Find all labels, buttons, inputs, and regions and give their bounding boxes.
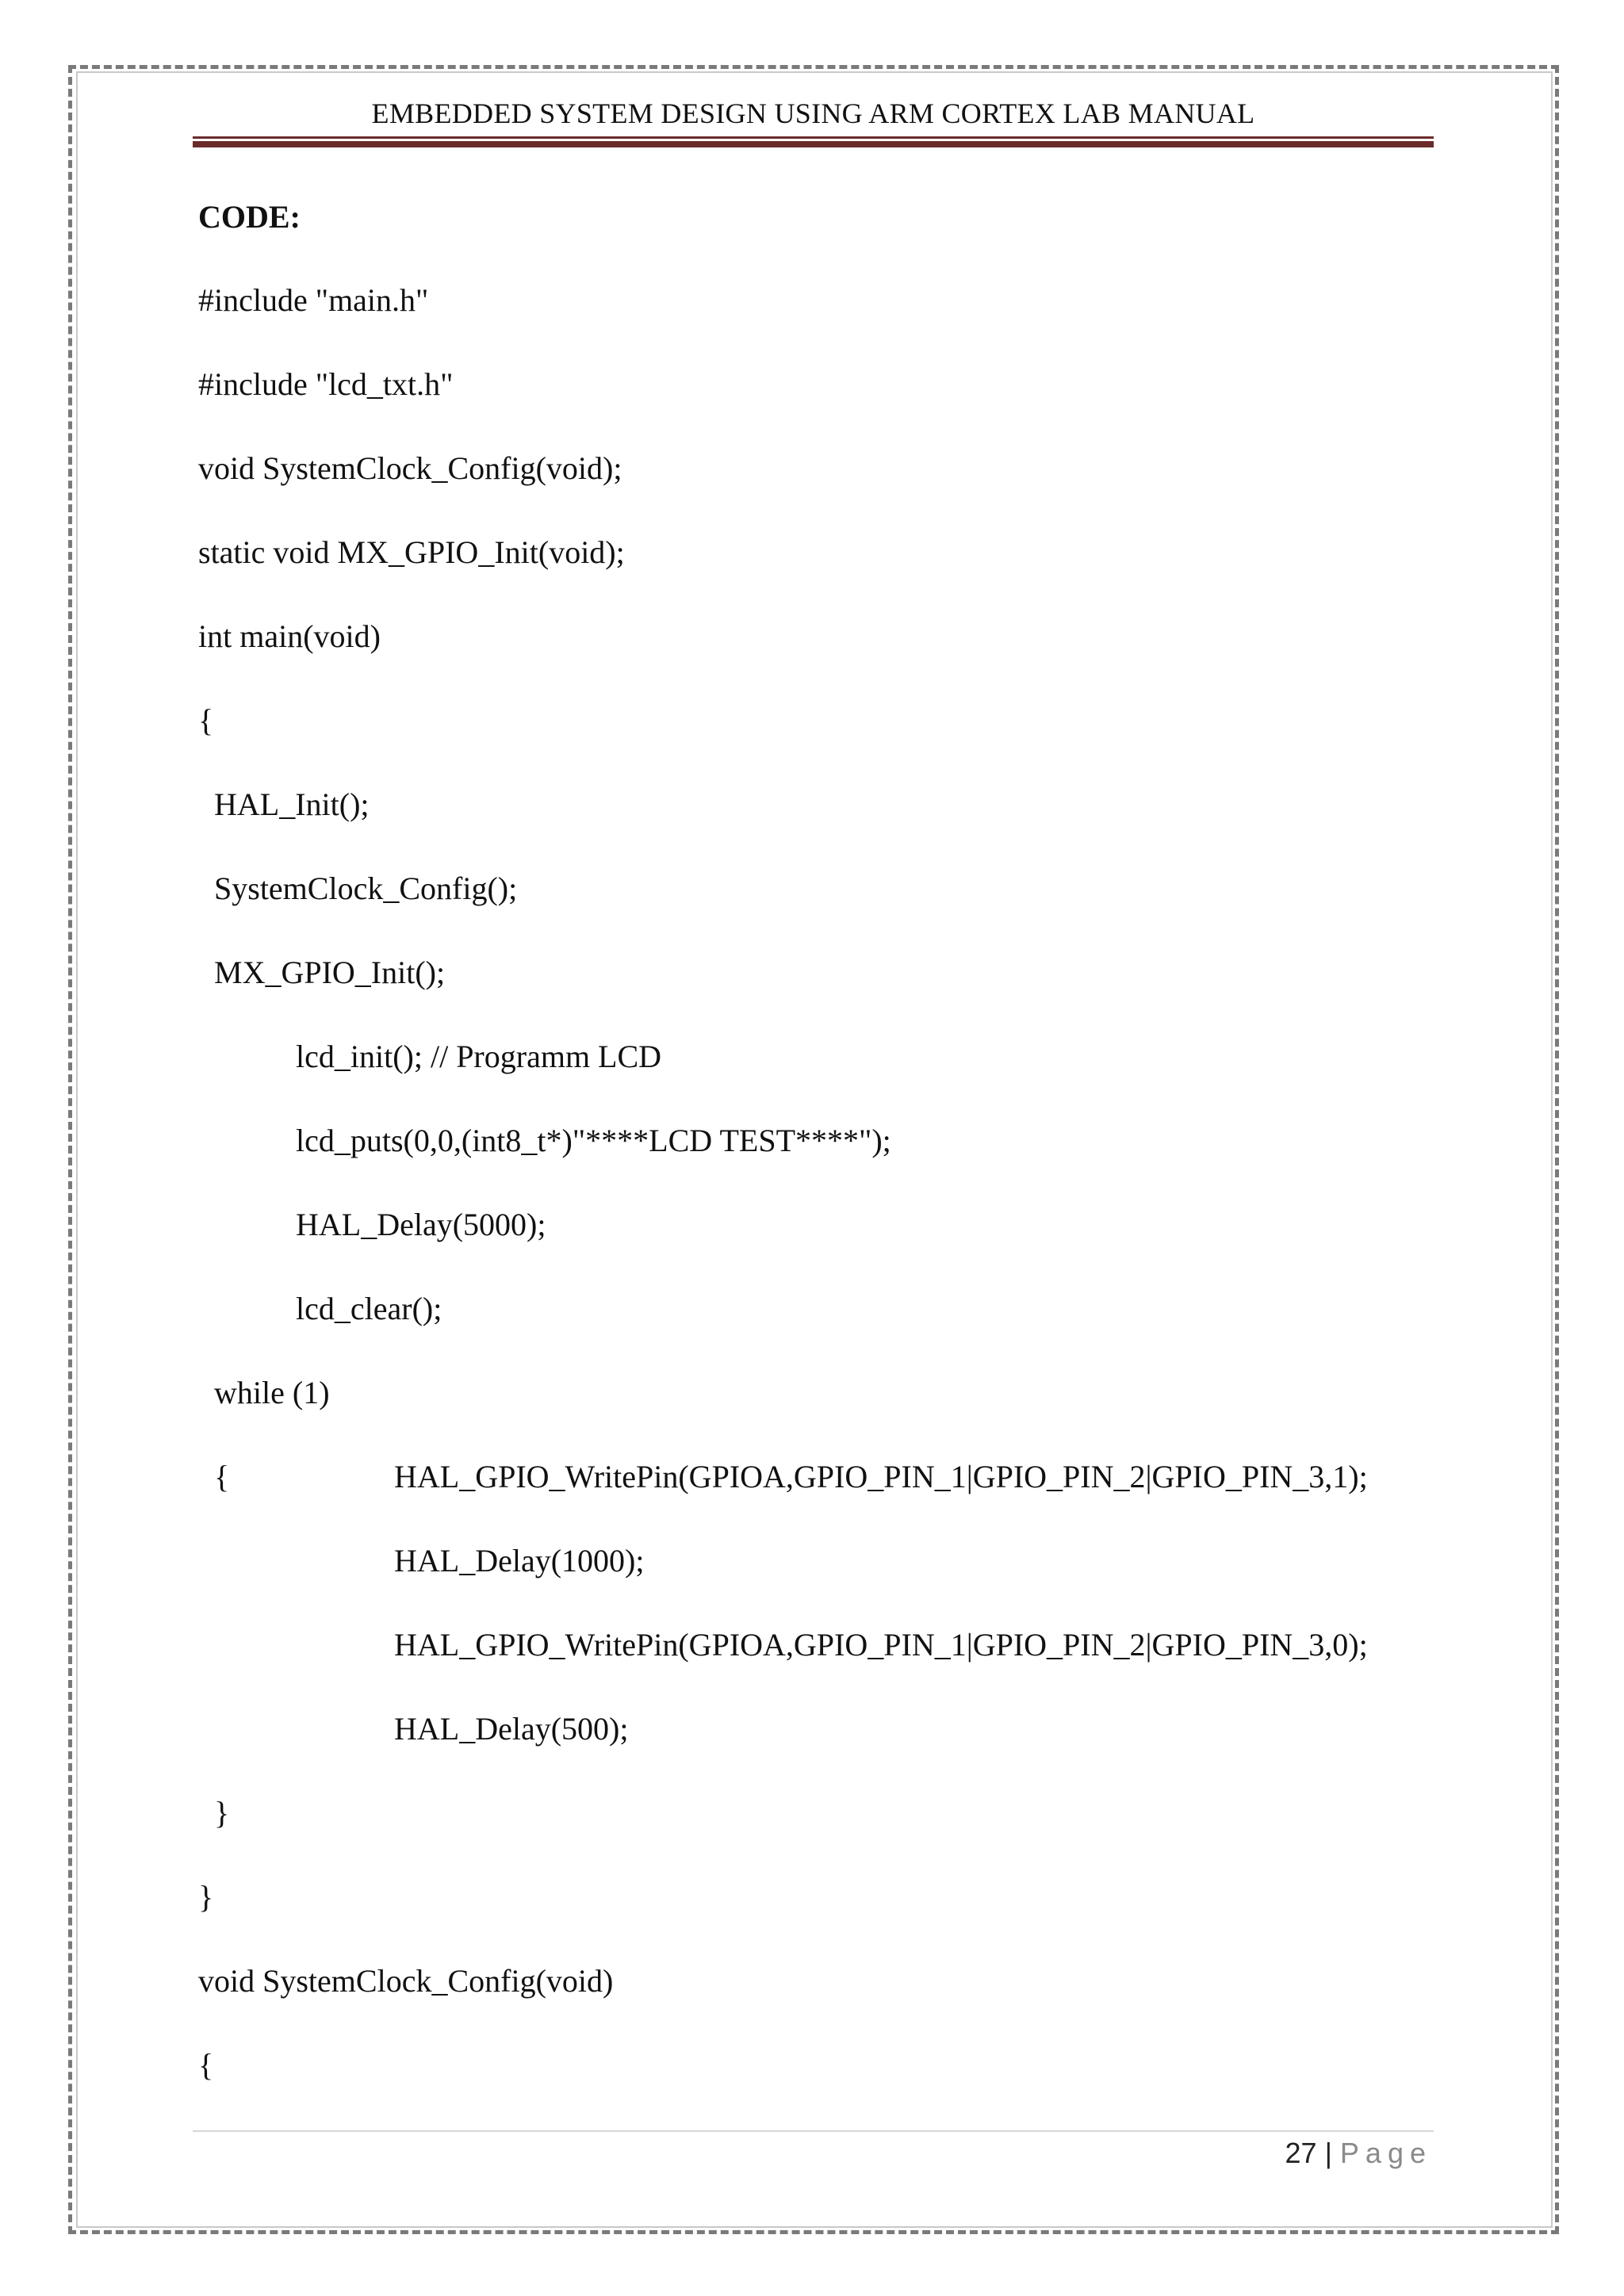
code-line: static void MX_GPIO_Init(void); (198, 534, 625, 570)
code-line: } (198, 1879, 214, 1915)
footer-rule (193, 2130, 1434, 2132)
page-number: 27 (1285, 2137, 1317, 2169)
code-line: void SystemClock_Config(void) (198, 1963, 614, 1999)
code-line: HAL_Init(); (214, 786, 370, 822)
page-footer (1285, 2137, 1432, 2170)
code-line: { (198, 702, 214, 738)
code-line: HAL_GPIO_WritePin(GPIOA,GPIO_PIN_1|GPIO_PIN_2|GPIO_PIN_3,0); (394, 1627, 1368, 1663)
section-heading: CODE: (198, 199, 301, 235)
code-line: HAL_Delay(1000); (394, 1543, 645, 1578)
header-rule-thick (193, 141, 1434, 147)
code-line: } (214, 1795, 230, 1831)
code-line: #include "lcd_txt.h" (198, 366, 454, 402)
code-line: #include "main.h" (198, 282, 429, 318)
code-line: SystemClock_Config(); (214, 871, 518, 906)
code-line: MX_GPIO_Init(); (214, 955, 446, 990)
code-line: while (1) (214, 1375, 330, 1410)
code-line: HAL_GPIO_WritePin(GPIOA,GPIO_PIN_1|GPIO_PIN_2|GPIO_PIN_3,1); (394, 1459, 1368, 1494)
header-rule-thin (193, 136, 1434, 139)
code-line: HAL_Delay(500); (394, 1711, 629, 1747)
code-line: int main(void) (198, 618, 381, 654)
code-line: void SystemClock_Config(void); (198, 450, 622, 486)
code-line: { (198, 2047, 214, 2083)
page-label: Page (1339, 2137, 1432, 2169)
code-line: HAL_Delay(5000); (296, 1207, 546, 1242)
code-line: { (214, 1459, 230, 1494)
running-header: EMBEDDED SYSTEM DESIGN USING ARM CORTEX LAB MANUAL (371, 98, 1255, 129)
code-line: lcd_init(); // Programm LCD (296, 1039, 662, 1074)
code-line: lcd_clear(); (296, 1291, 442, 1326)
footer-separator: | (1324, 2137, 1332, 2169)
code-line: lcd_puts(0,0,(int8_t*)"****LCD TEST****"); (296, 1123, 891, 1158)
